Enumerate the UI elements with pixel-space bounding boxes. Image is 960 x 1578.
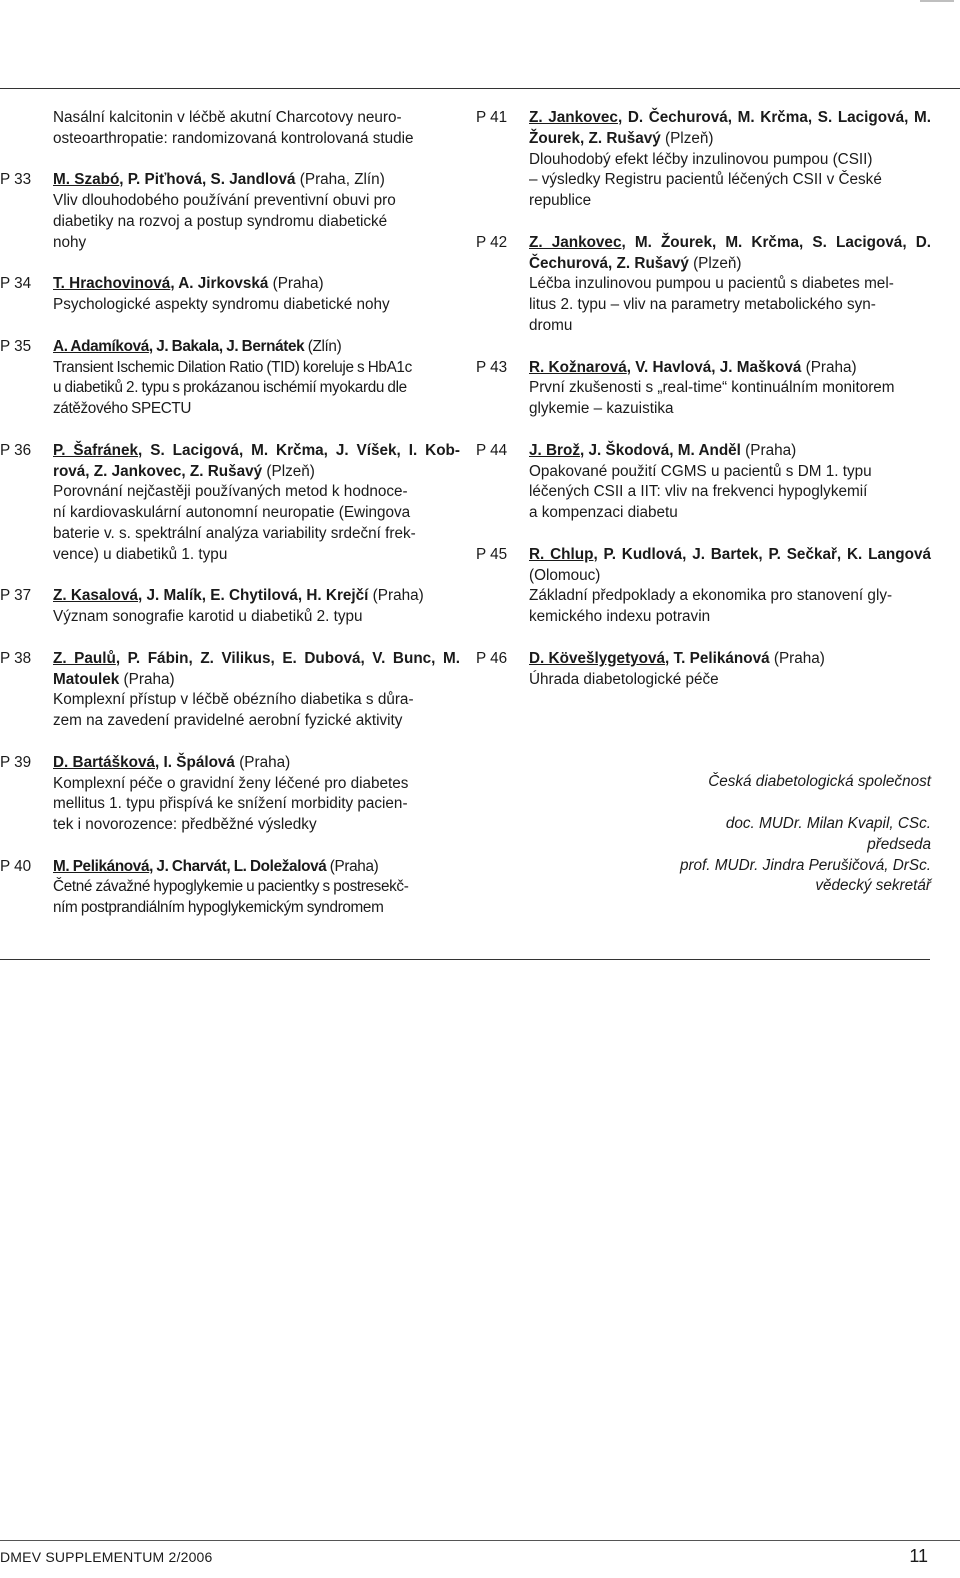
signature-block <box>476 772 931 897</box>
page-number: 11 <box>909 1546 928 1566</box>
entry-title-line: vence) u diabetiků 1. typu <box>53 545 228 563</box>
entry-title-line: Opakované použití CGMS u pacientů s DM 1. typu <box>529 462 872 480</box>
entry-body <box>529 545 931 628</box>
abstract-entry <box>0 274 460 316</box>
entry-title-line: tek i novorozence: předběžné výsledky <box>53 816 317 834</box>
entry-authors <box>529 108 931 150</box>
entry-authors <box>53 337 460 358</box>
entry-authors <box>53 857 460 878</box>
entry-number: P 42 <box>476 233 508 251</box>
entry-body <box>53 274 460 316</box>
entry-number: P 36 <box>0 441 32 459</box>
entry-authors <box>53 170 460 191</box>
first-author: P. Šafránek <box>53 441 139 459</box>
co-authors: , J. Malík, E. Chytilová, H. Krejčí <box>138 587 369 605</box>
abstract-entry <box>476 545 931 628</box>
entry-title-line: zem na zavedení pravidelné aerobní fyzické aktivity <box>53 712 403 730</box>
co-authors: , P. Fábin, Z. Vilikus, E. Dubová, V. Bunc, M. Matoulek <box>53 649 460 688</box>
abstract-entry <box>476 649 931 691</box>
co-authors: , P. Kudlová, J. Bartek, P. Sečkař, K. Langová <box>593 545 931 563</box>
institution-place: (Plzeň) <box>688 254 742 272</box>
entry-number: P 39 <box>0 753 32 771</box>
entry-body <box>53 649 460 732</box>
entry-title-line: Úhrada diabetologické péče <box>529 670 719 688</box>
institution-place: (Praha, Zlín) <box>295 171 385 189</box>
co-authors: , I. Špálová <box>155 753 235 771</box>
abstract-entry <box>0 586 460 628</box>
entry-body <box>529 108 931 212</box>
entry-body <box>529 441 931 524</box>
first-author: T. Hrachovinová <box>53 275 171 293</box>
entry-body <box>53 857 460 919</box>
left-column <box>0 108 460 940</box>
abstract-entry <box>0 337 460 420</box>
entry-number: P 41 <box>476 109 508 126</box>
entry-authors <box>53 753 460 774</box>
entry-title-line: baterie v. s. spektrální analýza variability srdeční frek- <box>53 524 416 542</box>
abstract-entry <box>0 108 460 150</box>
abstract-entry <box>0 753 460 836</box>
abstract-entry <box>476 358 931 420</box>
entry-number: P 40 <box>0 857 32 875</box>
secretary-name: prof. MUDr. Jindra Perušičová, DrSc. <box>679 856 931 874</box>
entry-title-line: Léčba inzulinovou pumpou u pacientů s diabetes mel- <box>529 275 894 293</box>
entry-number: P 34 <box>0 275 32 293</box>
entry-authors <box>529 358 931 379</box>
entry-title-line: Vliv dlouhodobého používání preventivní obuvi pro <box>53 192 396 210</box>
entry-body <box>53 441 460 566</box>
entry-title-line: Dlouhodobý efekt léčby inzulinovou pumpou (CSII) <box>529 150 873 168</box>
first-author: M. Szabó <box>53 171 120 189</box>
entry-title-line: republice <box>529 192 592 210</box>
entry-body <box>53 170 460 253</box>
co-authors: , A. Jirkovská <box>170 275 269 293</box>
entry-title-line: Transient Ischemic Dilation Ratio (TID) koreluje s HbA1c <box>53 358 412 376</box>
first-author: Z. Paulů <box>53 649 116 667</box>
first-author: Z. Jankovec <box>529 109 618 126</box>
entry-body <box>53 108 460 150</box>
entry-authors <box>53 586 460 607</box>
entry-authors <box>53 274 460 295</box>
entry-authors <box>53 441 460 483</box>
entry-title-line: léčených CSII a IIT: vliv na frekvenci hypoglykemií <box>529 483 868 501</box>
entry-title-line: dromu <box>529 316 573 334</box>
entry-title-line: diabetiky na rozvoj a postup syndromu diabetické <box>53 212 388 230</box>
first-author: Z. Kasalová <box>53 587 139 605</box>
entry-title-line: kemického indexu potravin <box>529 608 711 626</box>
institution-place: (Praha) <box>740 441 797 459</box>
first-author: R. Chlup <box>529 545 594 563</box>
entry-title-line: litus 2. typu – vliv na parametry metabolického syn- <box>529 296 876 314</box>
entry-title-line: Četné závažné hypoglykemie u pacientky s postresekč- <box>53 878 409 896</box>
chair-name: doc. MUDr. Milan Kvapil, CSc. <box>725 814 931 832</box>
abstract-entry <box>0 170 460 253</box>
entry-title-line: osteoarthropatie: randomizovaná kontrolovaná studie <box>53 129 414 147</box>
institution-place: (Praha) <box>326 857 379 875</box>
first-author: M. Pelikánová <box>53 857 150 875</box>
entry-title-line: Porovnání nejčastěji používaných metod k hodnoce- <box>53 483 408 501</box>
co-authors: , J. Charvát, L. Doležalová <box>149 857 327 875</box>
co-authors: , J. Škodová, M. Anděl <box>580 441 741 459</box>
entry-authors <box>529 233 931 275</box>
secretary-role: vědecký sekretář <box>815 877 931 895</box>
entry-title-line: a kompenzaci diabetu <box>529 504 678 522</box>
co-authors: , J. Bakala, J. Bernátek <box>148 337 305 355</box>
entry-body <box>529 358 931 420</box>
co-authors: , P. Piťhová, S. Jandlová <box>119 171 296 189</box>
entry-number: P 46 <box>476 649 508 667</box>
entry-number: P 38 <box>0 649 32 667</box>
institution-place: (Plzeň) <box>660 129 714 147</box>
entry-body <box>53 753 460 836</box>
institution-place: (Praha) <box>268 275 324 293</box>
entry-title-line: Základní předpoklady a ekonomika pro stanovení gly- <box>529 587 893 605</box>
institution-place: (Praha) <box>368 587 424 605</box>
entry-number: P 45 <box>476 545 508 563</box>
corner-mark <box>920 0 954 2</box>
entry-title-line: glykemie – kazuistika <box>529 400 674 418</box>
abstract-entry <box>476 441 931 524</box>
entry-body <box>529 233 931 337</box>
entry-authors <box>529 545 931 587</box>
entry-title-line: Komplexní péče o gravidní ženy léčené pro diabetes <box>53 774 409 792</box>
institution-place: (Praha) <box>234 753 291 771</box>
entry-authors <box>53 649 460 691</box>
entry-title-line: nohy <box>53 233 87 251</box>
entry-authors <box>529 649 931 670</box>
entry-title-line: – výsledky Registru pacientů léčených CSII v České <box>529 171 882 189</box>
institution-place: (Praha) <box>119 670 175 688</box>
journal-name: DMEV SUPPLEMENTUM 2/2006 <box>0 1549 213 1565</box>
entry-body <box>53 586 460 628</box>
co-authors: , T. Pelikánová <box>665 649 770 667</box>
section-rule <box>0 959 930 960</box>
entry-number <box>0 108 53 150</box>
first-author: J. Brož <box>529 441 580 459</box>
co-authors: , V. Havlová, J. Mašková <box>626 358 802 376</box>
entry-number: P 33 <box>0 171 32 189</box>
entry-title-line: První zkušenosti s „real-time“ kontinuálním monitorem <box>529 379 895 397</box>
institution-place: (Zlín) <box>304 337 342 355</box>
entry-title-line: mellitus 1. typu přispívá ke snížení morbidity pacien- <box>53 795 408 813</box>
co-authors: , D. Čechurová, M. Krčma, S. Lacigová, M. Žourek, Z. Rušavý <box>529 109 931 147</box>
right-entries <box>476 108 931 690</box>
entry-title-line: ní kardiovaskulární autonomní neuropatie (Ewingova <box>53 504 411 522</box>
society-name: Česká diabetologická společnost <box>708 773 931 791</box>
entry-number: P 44 <box>476 441 508 459</box>
top-rule <box>0 88 960 89</box>
co-authors: , M. Žourek, M. Krčma, S. Lacigová, D. Čechurová, Z. Rušavý <box>529 233 931 272</box>
abstract-entry <box>476 108 931 212</box>
entry-title-line: zátěžového SPECTU <box>53 400 192 418</box>
first-author: D. Bartášková <box>53 753 156 771</box>
first-author: R. Kožnarová <box>529 358 627 376</box>
entry-title-line: u diabetiků 2. typu s prokázanou ischémií myokardu dle <box>53 379 407 397</box>
abstract-entry <box>0 649 460 732</box>
abstract-entry <box>0 441 460 566</box>
entry-number: P 37 <box>0 587 32 605</box>
first-author: A. Adamíková <box>53 337 149 355</box>
entry-title-line: Psychologické aspekty syndromu diabetické nohy <box>53 296 390 314</box>
abstract-entry <box>476 233 931 337</box>
entry-authors <box>529 441 931 462</box>
entry-title-line: Komplexní přístup v léčbě obézního diabetika s důra- <box>53 691 414 709</box>
co-authors: , S. Lacigová, M. Krčma, J. Víšek, I. Kob-rová, Z. Jankovec, Z. Rušavý <box>53 441 460 480</box>
footer-rule <box>0 1540 960 1541</box>
institution-place: (Plzeň) <box>262 462 315 480</box>
entry-title-line: Nasální kalcitonin v léčbě akutní Charcotovy neuro- <box>53 109 402 126</box>
first-author: Z. Jankovec <box>529 233 622 251</box>
institution-place: (Olomouc) <box>529 566 601 584</box>
first-author: D. Kövešlygetyová <box>529 649 666 667</box>
entry-body <box>529 649 931 691</box>
abstract-entry <box>0 857 460 919</box>
entry-body <box>53 337 460 420</box>
entry-number: P 43 <box>476 358 508 376</box>
entry-title-line: ním postprandiálním hypoglykemickým syndromem <box>53 899 384 917</box>
chair-role: předseda <box>867 835 931 853</box>
institution-place: (Praha) <box>801 358 857 376</box>
right-column <box>476 108 931 897</box>
institution-place: (Praha) <box>769 649 825 667</box>
entry-title-line: Význam sonografie karotid u diabetiků 2. typu <box>53 608 363 626</box>
entry-number: P 35 <box>0 337 32 355</box>
